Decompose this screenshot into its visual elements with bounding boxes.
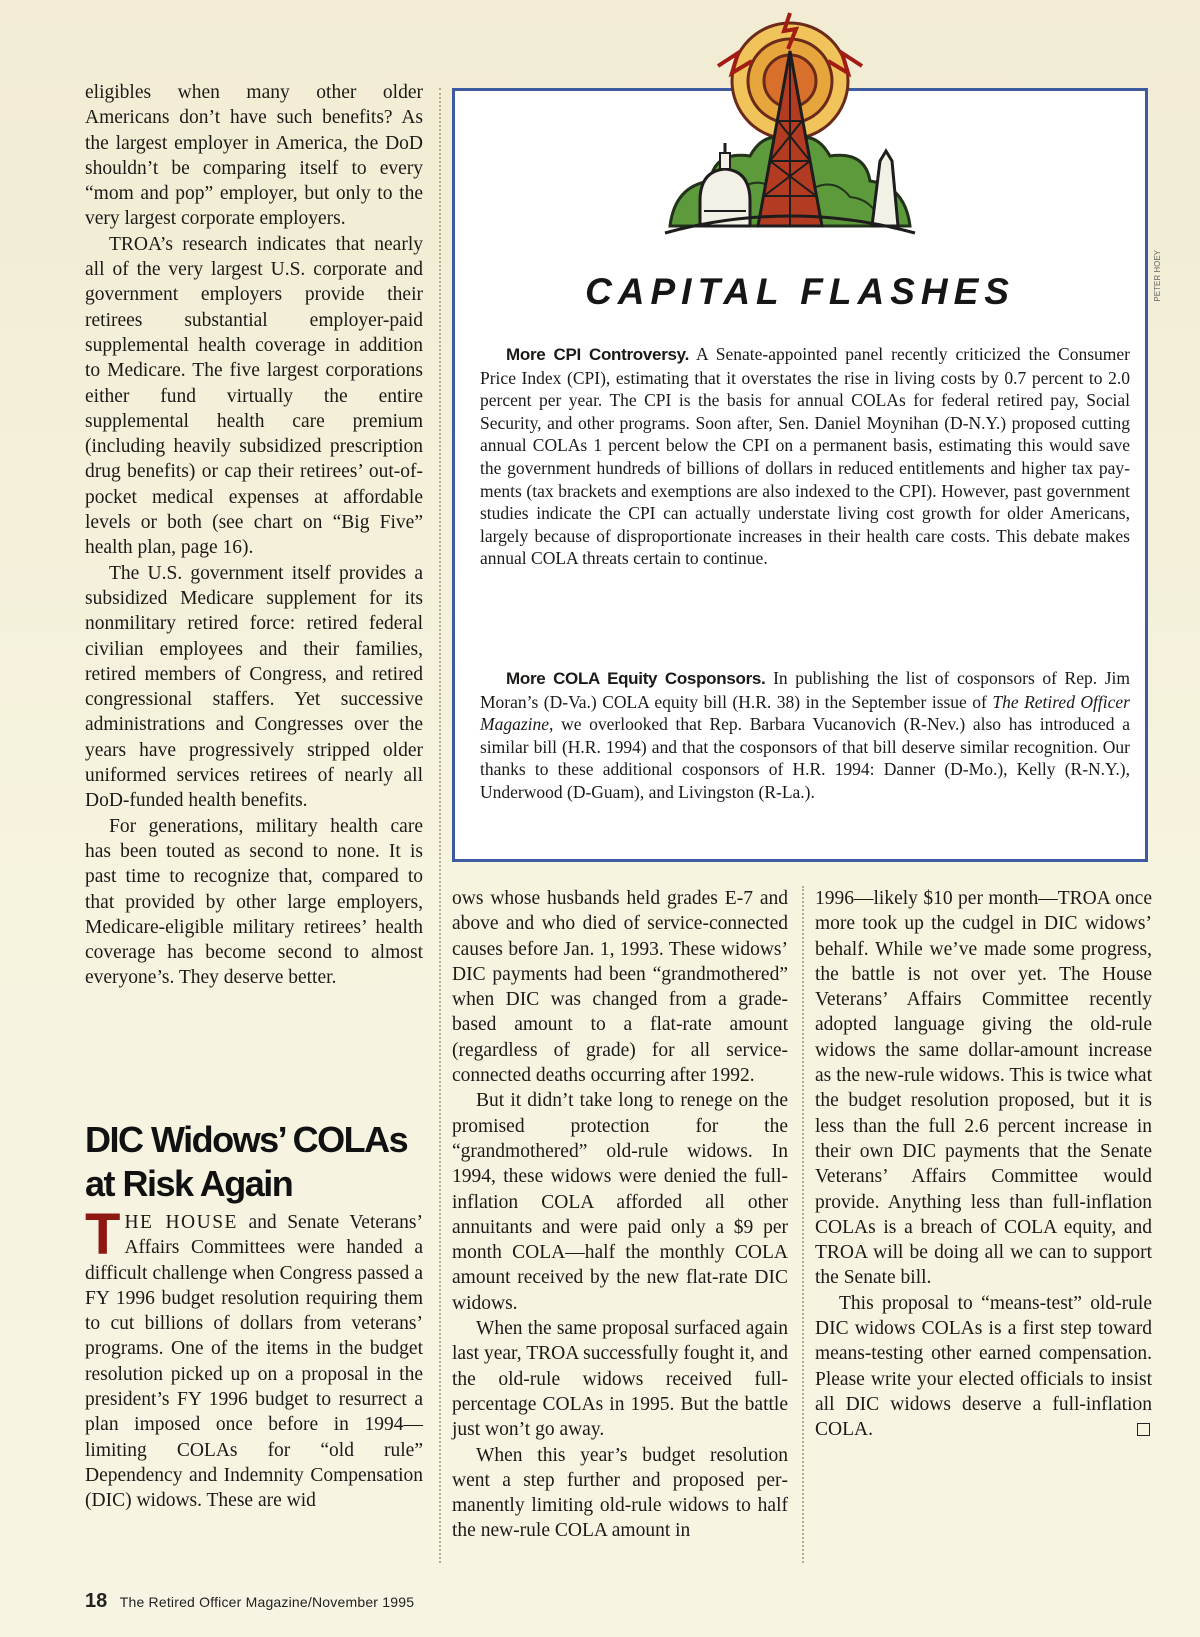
article-right-column [815,886,1152,1443]
box-item-text: In publishing the list of cosponsors of Rep. Jim Moran’s (D-Va.) COLA equity bill (H.R. 38) in the September issue of [480,668,1131,712]
box-item-text: , we overlooked that Rep. Barbara Vucanovich (R-Nev.) also has introduced a similar bill (H.R. 1994) and that the cosponsors of that bill deserve similar recognition. Our thanks to these additional cosponsors of H.R. 1994: Danner (D-Mo.), Kelly (R-N.Y.), Underwood (D-Guam), and Livingston (R-La.). [480,714,1130,802]
box-item [480,343,1130,570]
final-paragraph-text: This proposal to “means-test” old-rule DIC widows COLAs is a first step toward means-testing other earned compensation. Please write your elected officials to insist all DIC widows deserve a full-inflation COLA. [815,1292,1152,1441]
body-paragraph: But it didn’t take long to renege on the promised protection for the “grandmothered” old-rule widows. In 1994, these widows were denied the full-inflation COLA afforded all other annuitants and were paid only a $9 per month COLA—half the monthly COLA amount received by the new flat-rate DIC widows. [452,1090,788,1314]
body-paragraph: For generations, military health care has been touted as second to none. It is past time to recognize that, compared to that provided by other large employers, Medicare-eligible military retirees’ health coverage has become second to almost everyone’s. They deserve better. [85,815,423,989]
column-rule [439,88,441,1563]
body-paragraph: When the same proposal surfaced again last year, TROA successfully fought it, and the old-rule widows received full-percentage COLAs in 1995. But the battle just won’t go away. [452,1318,788,1441]
left-column-top [85,80,423,991]
body-paragraph [815,1291,1152,1443]
page-number: 18 [85,1590,108,1612]
body-paragraph: When this year’s budget resolution went a step further and proposed permanently limiting old-rule widows to half the new-rule COLA amount in [452,1444,788,1542]
article-first-paragraph [85,1202,423,1514]
box-item-text: A Senate-appointed panel recently criticized the Consumer Price Index (CPI), estimating that it overstates the rise in living costs by 0.7 percent to 2.0 percent per year. The CPI is the basis for annual COLAs for federal retired pay, Social Security, and other programs. Soon after, Sen. Daniel Moynihan (D-N.Y.) proposed cutting annual COLAs 1 percent below the CPI on a permanent basis, estimating this would save the government hundreds of billions of dollars in reduced entitlements and higher tax payments (tax brackets and exemptions are also indexed to the CPI). However, past government studies indicate the CPI can actually understate living cost growth for older Americans, largely because of disproportionate increases in their health care costs. This debate makes annual COLA threats certain to continue. [480,344,1130,569]
body-paragraph: 1996—likely $10 per month—TROA once more took up the cudgel in DIC widows’ behalf. While we’ve made some progress, the battle is not over yet. The House Veterans’ Affairs Committee recently adopted language giving the old-rule widows the same dollar-amount increase as the new-rule widows. This is twice what the budget resolution proposed, but it is less than the full 2.6 percent increase in their own DIC payments that the Senate Veterans’ Affairs Committee would provide. Anything less than full-inflation COLAs is a breach of COLA equity, and TROA will be doing all we can to support the Senate bill. [815,888,1152,1289]
box-item-lead: More CPI Controversy. [506,345,689,364]
body-paragraph: eligibles when many other older Americans don’t have such benefits? As the largest employer in America, the DoD shouldn’t be comparing itself to every “mom and pop” employer, but only to the very largest corporate employers. [85,82,423,230]
page-footer [85,1590,414,1613]
article-middle-column [452,886,788,1544]
article-first-column [85,1202,423,1514]
box-item-lead: More COLA Equity Cosponsors. [506,669,766,688]
first-paragraph-text: and Senate Veterans’ Affairs Committees were handed a difficult challenge when Congress passed a FY 1996 budget resolution requiring them to cut billions of dollars from veterans’ programs. One of the items in the budget resolution picked up on a proposal in the president’s FY 1996 budget to resurrect a plan imposed once before in 1994—limiting COLAs for “old rule” Dependency and Indemnity Compensation (DIC) widows. These are wid [85,1212,423,1512]
column-rule [802,886,804,1563]
magazine-title: The Retired Officer Magazine [480,691,1130,735]
body-paragraph: ows whose husbands held grades E-7 and above and who died of service-connected causes before Jan. 1, 1993. These widows’ DIC payments had been “grandmothered” when DIC was changed from a grade-based amount to a flat-rate amount (regardless of grade) for all service-connected deaths occurring after 1992. [452,888,788,1087]
box-title: CAPITAL FLASHES [585,271,1015,312]
end-of-article-box-icon [1137,1423,1150,1436]
illustration-credit: PETER HOEY [1153,250,1162,302]
article-headline: DIC Widows’ COLAs at Risk Again [85,1119,408,1204]
capital-flashes-box [452,88,1148,862]
drop-cap: T [85,1202,121,1267]
body-paragraph: The U.S. government itself provides a subsidized Medicare supplement for its nonmilitary retired force: retired federal civilian employees and their families, retired members of Congress, and retired congressional staffers. Yet successive administrations and Congresses over the years have progressively stripped older uniformed services retirees of nearly all DoD-funded health benefits. [85,562,423,812]
body-paragraph: TROA’s research indicates that nearly all of the very largest U.S. corporate and government employers provide their retirees substantial employer-paid supplemental health coverage in addition to Medicare. The five largest corporations either fund virtually the entire supplemental health care premium (including heavily subsidized prescription drug benefits) or cap their retirees’ out-of-pocket medical expenses at affordable levels or both (see chart on “Big Five” health plan, page 16). [85,233,423,559]
radio-tower-capitol-illustration [640,11,940,273]
publication-line: The Retired Officer Magazine/November 1995 [119,1594,415,1610]
box-item [480,667,1130,804]
lead-in-caps: HE HOUSE [124,1212,238,1233]
